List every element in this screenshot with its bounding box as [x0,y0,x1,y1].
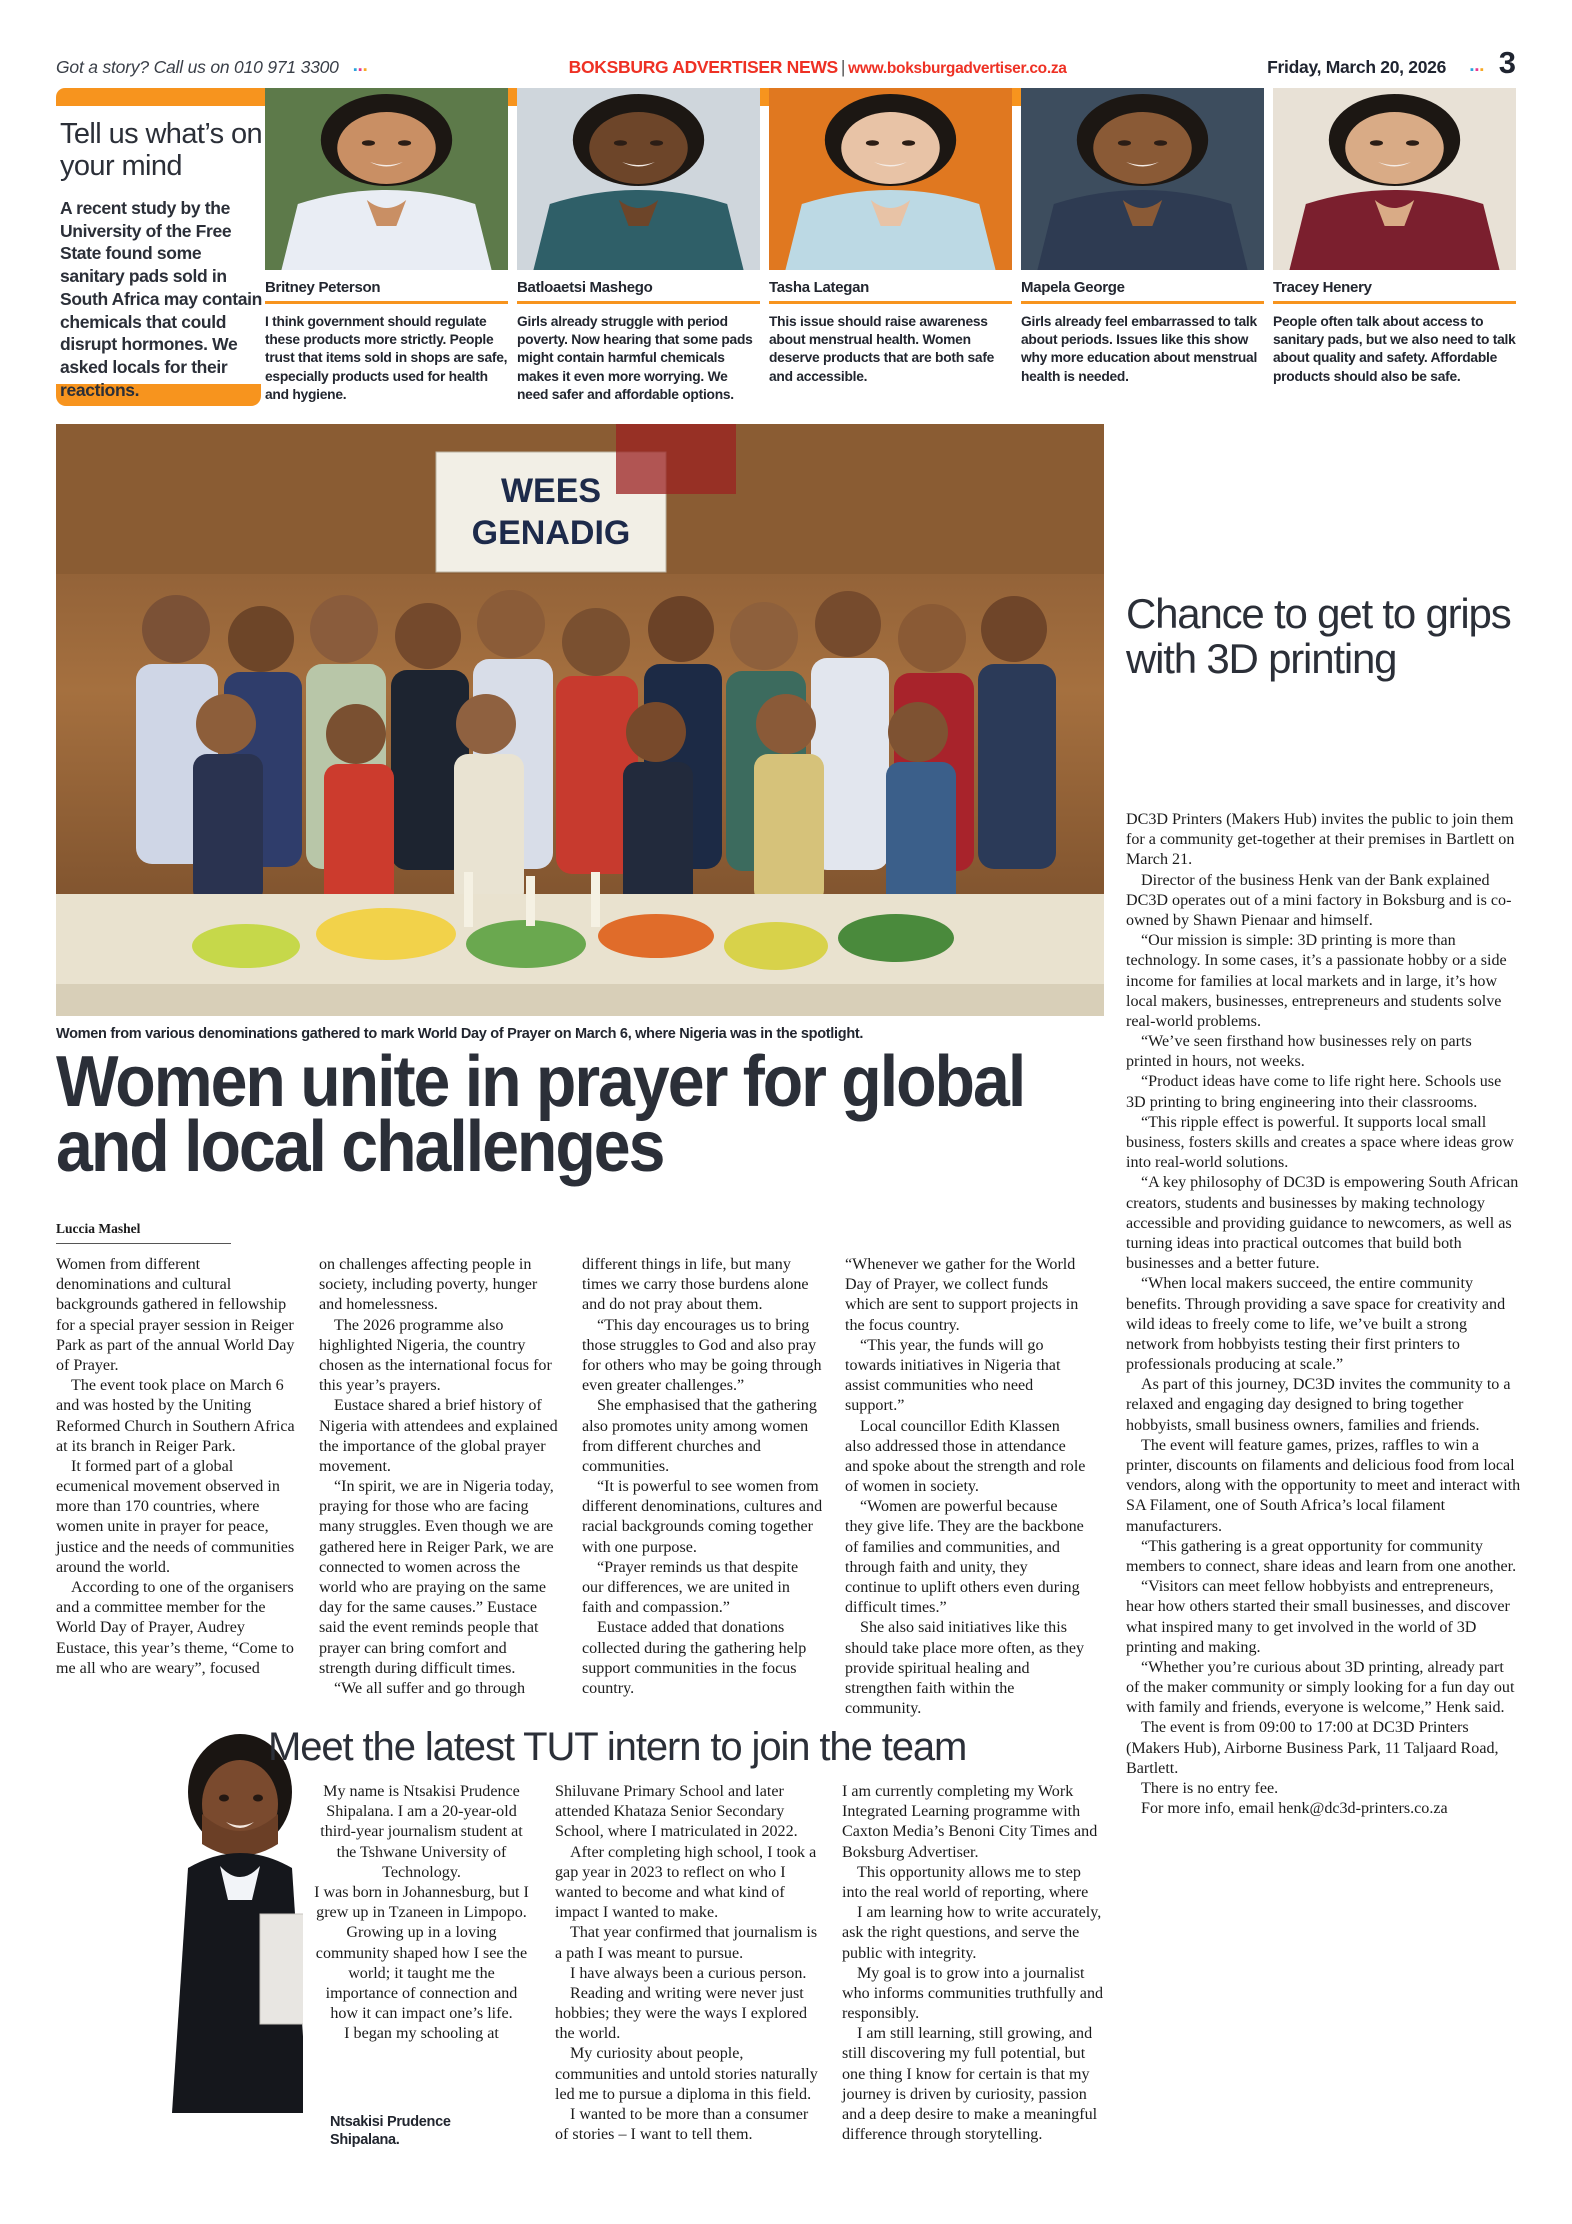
vox-pop-quote: I think government should regulate these products more strictly. People trust that items sold in shops are safe, especially products used for health and hygiene. [265,314,508,402]
article-paragraph: “This day encourages us to bring those struggles to God and also pray for others who may be going through even greater challenges.” [582,1316,822,1395]
masthead-tip-line [56,57,368,78]
masthead [0,0,1572,84]
article-paragraph: on challenges affecting people in society, including poverty, hunger and homelessness. [319,1256,538,1314]
vox-pop-lede: A recent study by the University of the Free State found some sanitary pads sold in South Africa may contain chemicals that could disrupt hormones. We asked locals for their reactions. [60,197,262,400]
lead-story-headline: Women unite in prayer for global and local challenges [56,1042,1025,1187]
article-paragraph: She also said initiatives like this should take place more often, as they provide spiritual healing and strengthen faith within the community. [845,1619,1085,1718]
lead-photo-caption: Women from various denominations gathered to mark World Day of Prayer on March 6, where Nigeria was in the spotlight. [56,1026,864,1042]
article-paragraph: That year confirmed that journalism is a path I was meant to pursue. [555,1924,818,1962]
svg-text:GENADIG: GENADIG [471,514,631,552]
vox-pop-card [265,88,508,404]
masthead-brand-line [368,57,1267,78]
vox-pop-quote: This issue should raise awareness about menstrual health. Women deserve products that are both safe and accessible. [769,314,995,384]
article-paragraph: I am learning how to write accurately, ask the right questions, and serve the public with integrity. [842,1904,1102,1962]
article-paragraph: I wanted to be more than a consumer of stories – I want to tell them. [555,2106,809,2144]
article-paragraph: I am currently completing my Work Integrated Learning programme with Caxton Media’s Benoni City Times and Boksburg Advertiser. [842,1783,1098,1861]
vox-pop-accent-rule [517,301,760,304]
vox-pop-portrait [517,88,760,270]
sidebar-paragraph: “A key philosophy of DC3D is empowering South African creators, students and businesses by making technology accessible and providing guidance to newcomers, as well as turning ideas into practical outcomes that build both businesses and a better future. [1126,1174,1519,1273]
masthead-website-url[interactable]: www.boksburgadvertiser.co.za [848,60,1067,77]
article-column [842,1782,1107,2202]
vox-pop-person-name: Tasha Lategan [769,279,870,296]
article-paragraph: different things in life, but many times we carry those burdens alone and do not pray about them. [582,1256,809,1314]
article-paragraph: The event took place on March 6 and was hosted by the Uniting Reformed Church in Southern Africa at its branch in Reiger Park. [56,1377,295,1455]
article-paragraph: Eustace added that donations collected during the gathering help support communities in the focus country. [582,1619,807,1697]
vox-pop-portrait [1021,88,1264,270]
sidebar-paragraph: “Whether you’re curious about 3D printing, already part of the maker community or simply looking for a fun day out with family and friends, everyone is welcome,” Henk said. [1126,1658,1515,1717]
article-paragraph: I was born in Johannesburg, but I grew up in Tzaneen in Limpopo. [314,1883,529,1922]
article-paragraph: According to one of the organisers and a committee member for the World Day of Prayer, Audrey Eustace, this year’s theme, “Come to me all who are weary”, focused [56,1579,294,1677]
masthead-brand: BOKSBURG ADVERTISER NEWS [568,57,838,77]
sidebar-paragraph: “Our mission is simple: 3D printing is more than technology. In some cases, it’s a passionate hobby or a side income for families at local markets and in large, it’s how local makers, businesses, entrepreneurs and students solve real-world problems. [1126,932,1507,1030]
article-paragraph: I have always been a curious person. [570,1964,807,1982]
masthead-pipe: | [840,57,846,77]
registration-dots-left: ▪▪▪ [353,64,369,76]
vox-pop-card-list [265,88,1516,404]
article-paragraph: “We all suffer and go through [334,1679,526,1697]
article-paragraph: After completing high school, I took a gap year in 2023 to reflect on who I wanted to become and what kind of impact I wanted to make. [555,1843,817,1922]
lead-story-photo [56,424,1104,1016]
vox-pop-portrait [769,88,1012,270]
sidebar-paragraph: “This gathering is a great opportunity for community members to connect, share ideas and learn from one another. [1126,1537,1517,1575]
article-paragraph: Local councillor Edith Klassen also addressed those in attendance and spoke about the strength and role of women in society. [845,1417,1086,1496]
vox-pop-card [1273,88,1516,404]
byline-divider [56,1243,231,1244]
article-paragraph: Eustace shared a brief history of Nigeria with attendees and explained the importance of the global prayer movement. [319,1397,558,1475]
vox-pop-quote: Girls already feel embarrassed to talk about periods. Issues like this show why more education about menstrual health is needed. [1021,314,1258,384]
vox-pop-accent-rule [1273,301,1516,304]
article-paragraph: “It is powerful to see women from different denominations, cultures and racial backgrounds coming together with one purpose. [582,1478,823,1556]
sidebar-story-headline: Chance to get to grips with 3D printing [1126,590,1511,682]
sidebar-paragraph: “This ripple effect is powerful. It supports local small business, fosters skills and creates a space where ideas grow into real-world solutions. [1126,1113,1514,1172]
vox-pop-card [1021,88,1264,404]
registration-dots-right: ▪▪▪ [1470,64,1485,76]
lead-story-columns [56,1255,1104,1718]
article-paragraph: Women from different denominations and cultural backgrounds gathered in fellowship for a special prayer session in Reiger Park as part of the annual World Day of Prayer. [56,1256,295,1374]
article-column [56,1255,297,1705]
vox-pop-person-name: Mapela George [1021,279,1125,296]
article-column [319,1255,560,1705]
sidebar-paragraph: As part of this journey, DC3D invites the community to a relaxed and engaging day designed to bring together hobbyists, small business owners, families and friends. [1126,1376,1511,1434]
photo-wrap-spacer [268,1782,310,2112]
article-paragraph: My goal is to grow into a journalist who informs communities truthfully and responsibly. [842,1964,1104,2023]
vox-pop-accent-rule [769,301,1012,304]
article-paragraph: Shiluvane Primary School and later attended Khataza Senior Secondary School, where I matriculated in 2022. [555,1783,798,1841]
sidebar-paragraph: The event will feature games, prizes, raffles to win a printer, discounts on filaments and delicious food from local vendors, along with the opportunity to meet and interact with SA Filament, one of South Africa’s local filament manufacturers. [1126,1436,1521,1535]
vox-pop-quote: Girls already struggle with period poverty. Now hearing that some pads might contain harmful chemicals makes it even more worrying. We need safer and affordable options. [517,314,753,402]
masthead-date: Friday, March 20, 2026 [1267,57,1447,77]
sidebar-paragraph: Director of the business Henk van der Bank explained DC3D operates out of a mini factory in Boksburg and is co-owned by Shawn Pienaar and himself. [1126,871,1512,929]
vox-pop-intro [60,118,265,402]
vox-pop-card [769,88,1012,404]
article-paragraph: Growing up in a loving community shaped how I see the world; it taught me the importance of connection and how it can impact one’s life. [315,1924,528,2023]
vox-pop-person-name: Britney Peterson [265,279,381,296]
sidebar-paragraph: DC3D Printers (Makers Hub) invites the public to join them for a community get-together at their premises in Bartlett on March 21. [1126,811,1515,869]
page-number: 3 [1498,45,1516,80]
article-paragraph: “Prayer reminds us that despite our differences, we are united in faith and compassion.” [582,1558,799,1617]
sidebar-paragraph: There is no entry fee. [1141,1780,1279,1797]
article-paragraph: It formed part of a global ecumenical movement observed in more than 170 countries, where women unite in prayer for peace, justice and the needs of communities around the world. [56,1457,295,1576]
vox-pop-section [56,88,1516,416]
article-column [845,1255,1086,1718]
sidebar-paragraph: “Product ideas have come to life right here. Schools use 3D printing to bring engineering into their classrooms. [1126,1073,1502,1111]
vox-pop-card [517,88,760,404]
article-paragraph: Reading and writing were never just hobbies; they were the ways I explored the world. [555,1984,808,2043]
masthead-tip-text: Got a story? Call us on 010 971 3300 [56,57,339,77]
article-paragraph: “Whenever we gather for the World Day of Prayer, we collect funds which are sent to support projects in the focus country. [845,1256,1079,1334]
sidebar-paragraph: “Visitors can meet fellow hobbyists and entrepreneurs, hear how others started their small businesses, and discover what inspired many to get involved in the world of 3D printing and making. [1126,1578,1510,1656]
article-column [555,1782,820,2202]
article-paragraph: My name is Ntsakisi Prudence Shipalana. I am a 20-year-old third-year journalism student at the Tshwane University of Technology. [320,1783,523,1881]
article-paragraph: My curiosity about people, communities and untold stories naturally led me to pursue a diploma in this field. [555,2045,818,2103]
article-paragraph: I am still learning, still growing, and still discovering my full potential, but one thing I know for certain is that my journey is driven by curiosity, passion and a deep desire to make a meaningful difference through storytelling. [842,2025,1098,2144]
article-paragraph: “In spirit, we are in Nigeria today, praying for those who are facing many struggles. Even though we are gathered here in Reiger Park, we are connected to women across the world who are praying on the same day for the same causes.” Eustace said the event reminds people that prayer can bring comfort and strength during difficult times. [319,1478,554,1677]
article-paragraph: The 2026 programme also highlighted Nigeria, the country chosen as the international focus for this year’s prayers. [319,1316,552,1395]
vox-pop-accent-rule [265,301,508,304]
svg-text:WEES: WEES [500,472,602,510]
sidebar-story-body [1126,810,1521,2210]
vox-pop-person-name: Batloaetsi Mashego [517,279,653,296]
vox-pop-title: Tell us what’s on your mind [60,118,263,183]
vox-pop-portrait [1273,88,1516,270]
article-paragraph: She emphasised that the gathering also promotes unity among women from different churches and communities. [582,1397,817,1475]
vox-pop-portrait [265,88,508,270]
article-paragraph: “This year, the funds will go towards initiatives in Nigeria that assist communities who need support.” [845,1336,1061,1415]
article-paragraph: I began my schooling at [344,2025,499,2043]
vox-pop-quote: People often talk about access to sanitary pads, but we also need to talk about quality and safety. Affordable products should also be safe. [1273,314,1516,384]
article-paragraph: This opportunity allows me to step into the real world of reporting, where [842,1863,1089,1901]
lead-story-byline: Luccia Mashel [56,1221,141,1236]
sidebar-paragraph: “We’ve seen firsthand how businesses rely on parts printed in hours, not weeks. [1126,1033,1472,1071]
intern-photo-caption: Ntsakisi Prudence Shipalana. [330,2114,451,2149]
intern-story-headline: Meet the latest TUT intern to join the team [268,1725,967,1769]
masthead-right [1267,47,1516,78]
sidebar-paragraph: “When local makers succeed, the entire community benefits. Through providing a save space for creativity and wild ideas to freely come to life, we’ve built a strong network from hobbyists testing their first printers to professionals producing at scale.” [1126,1275,1506,1374]
sidebar-paragraph: The event is from 09:00 to 17:00 at DC3D Printers (Makers Hub), Airborne Business Park, 11 Taljaard Road, Bartlett. [1126,1719,1499,1777]
article-column [582,1255,823,1705]
article-paragraph: “Women are powerful because they give life. They are the backbone of families and communities, and through faith and unity, they continue to uplift others even during difficult times.” [845,1498,1084,1617]
vox-pop-person-name: Tracey Henery [1273,279,1372,296]
vox-pop-accent-rule [1021,301,1264,304]
sidebar-paragraph: For more info, email henk@dc3d-printers.co.za [1141,1800,1448,1818]
